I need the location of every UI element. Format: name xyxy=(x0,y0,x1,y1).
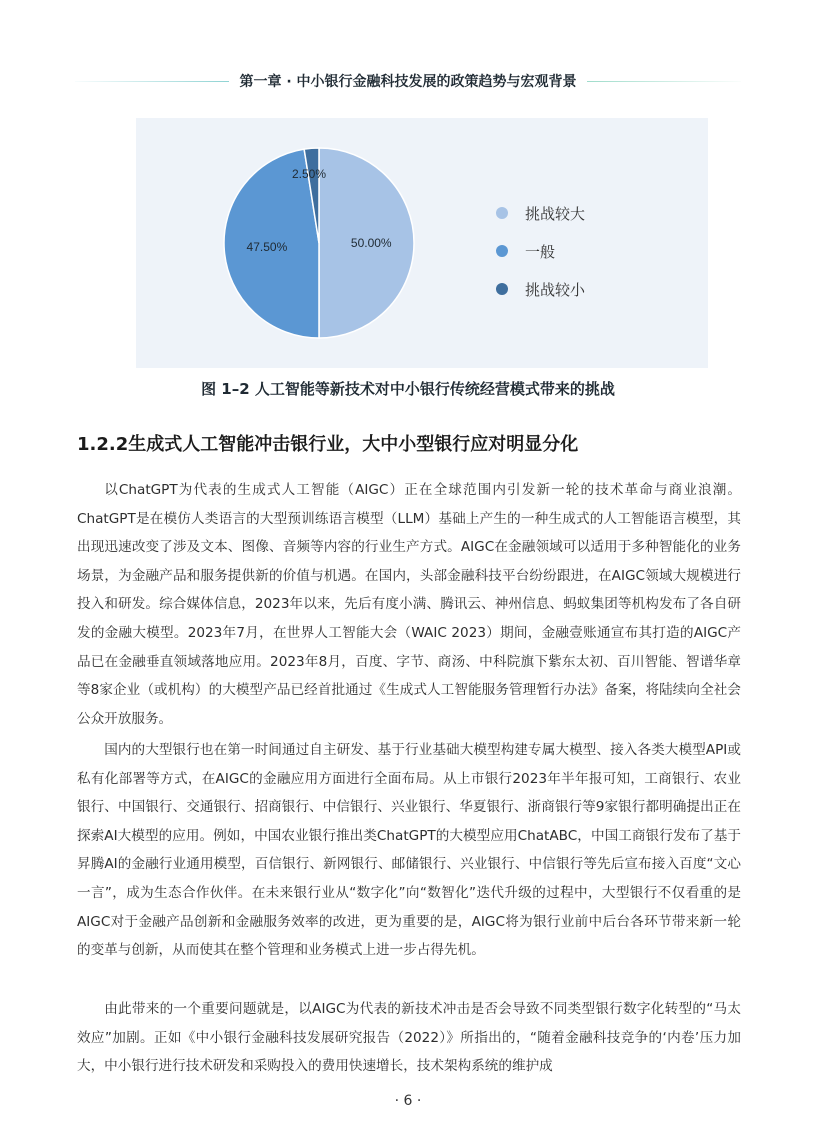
pie-chart xyxy=(136,118,708,368)
legend-label: 挑战较小 xyxy=(525,280,586,299)
section-heading: 1.2.2生成式人工智能冲击银行业，大中小型银行应对明显分化 xyxy=(77,434,579,455)
chapter-title: 第一章 · 中小银行金融科技发展的政策趋势与宏观背景 xyxy=(239,74,577,90)
pie-data-label: 47.50% xyxy=(246,240,288,255)
legend-label: 挑战较大 xyxy=(525,204,586,223)
header-rule-left xyxy=(75,81,229,82)
legend-item xyxy=(496,270,585,308)
header-rule-right xyxy=(587,81,741,82)
running-header xyxy=(75,70,741,92)
legend-swatch xyxy=(496,207,508,219)
figure-container xyxy=(136,118,708,368)
legend-label: 一般 xyxy=(525,242,556,261)
pie-data-label: 50.00% xyxy=(350,236,392,250)
chart-legend xyxy=(496,194,585,308)
legend-swatch xyxy=(496,283,508,295)
legend-swatch xyxy=(496,245,508,257)
pie-data-label: 2.50% xyxy=(291,167,327,181)
body-paragraph: 以ChatGPT为代表的生成式人工智能（AIGC）正在全球范围内引发新一轮的技术革命与商业浪潮。ChatGPT是在模仿人类语言的大型预训练语言模型（LLM）基础上产生的一种生成式的人工智能语言模型，其出现迅速改变了涉及文本、图像、音频等内容的行业生产方式。AIGC在金融领域可以适用于多种智能化的业务场景，为金融产品和服务提供新的价值与机遇。在国内，头部金融科技平台纷纷跟进，在AIGC领域大规模进行投入和研发。综合媒体信息，2023年以来，先后有度小满、腾讯云、神州信息、蚂蚁集团等机构发布了各自研发的金融大模型。2023年7月，在世界人工智能大会（WAIC 2023）期间，金融壹账通宣布其打造的AIGC产品已在金融垂直领域落地应用。2023年8月，百度、字节、商汤、中科院旗下紫东太初、百川智能、智谱华章等8家企业（或机构）的大模型产品已经首批通过《生成式人工智能服务管理暂行办法》备案，将陆续向全社会公众开放服务。 xyxy=(77,482,741,727)
body-paragraph: 由此带来的一个重要问题就是，以AIGC为代表的新技术冲击是否会导致不同类型银行数字化转型的“马太效应”加剧。正如《中小银行金融科技发展研究报告（2022）》所指出的，“随着金融科技竞争的‘内卷’压力加大，中小银行进行技术研发和采购投入的费用快速增长，技术架构系统的维护成 xyxy=(77,1001,741,1075)
legend-item xyxy=(496,232,585,270)
body-paragraph: 国内的大型银行也在第一时间通过自主研发、基于行业基础大模型构建专属大模型、接入各类大模型API或私有化部署等方式，在AIGC的金融应用方面进行全面布局。从上市银行2023年半年报可知，工商银行、农业银行、中国银行、交通银行、招商银行、中信银行、兴业银行、华夏银行、浙商银行等9家银行都明确提出正在探索AI大模型的应用。例如，中国农业银行推出类ChatGPT的大模型应用ChatABC，中国工商银行发布了基于昇腾AI的金融行业通用模型，百信银行、新网银行、邮储银行、兴业银行、中信银行等先后宣布接入百度“文心一言”，成为生态合作伙伴。在未来银行业从“数字化”向“数智化”迭代升级的过程中，大型银行不仅看重的是AIGC对于金融产品创新和金融服务效率的改进，更为重要的是，AIGC将为银行业前中后台各环节带来新一轮的变革与创新，从而使其在整个管理和业务模式上进一步占得先机。 xyxy=(77,742,741,959)
figure-caption: 图 1–2 人工智能等新技术对中小银行传统经营模式带来的挑战 xyxy=(201,380,615,398)
page-number: · 6 · xyxy=(394,1093,422,1109)
legend-item xyxy=(496,194,585,232)
